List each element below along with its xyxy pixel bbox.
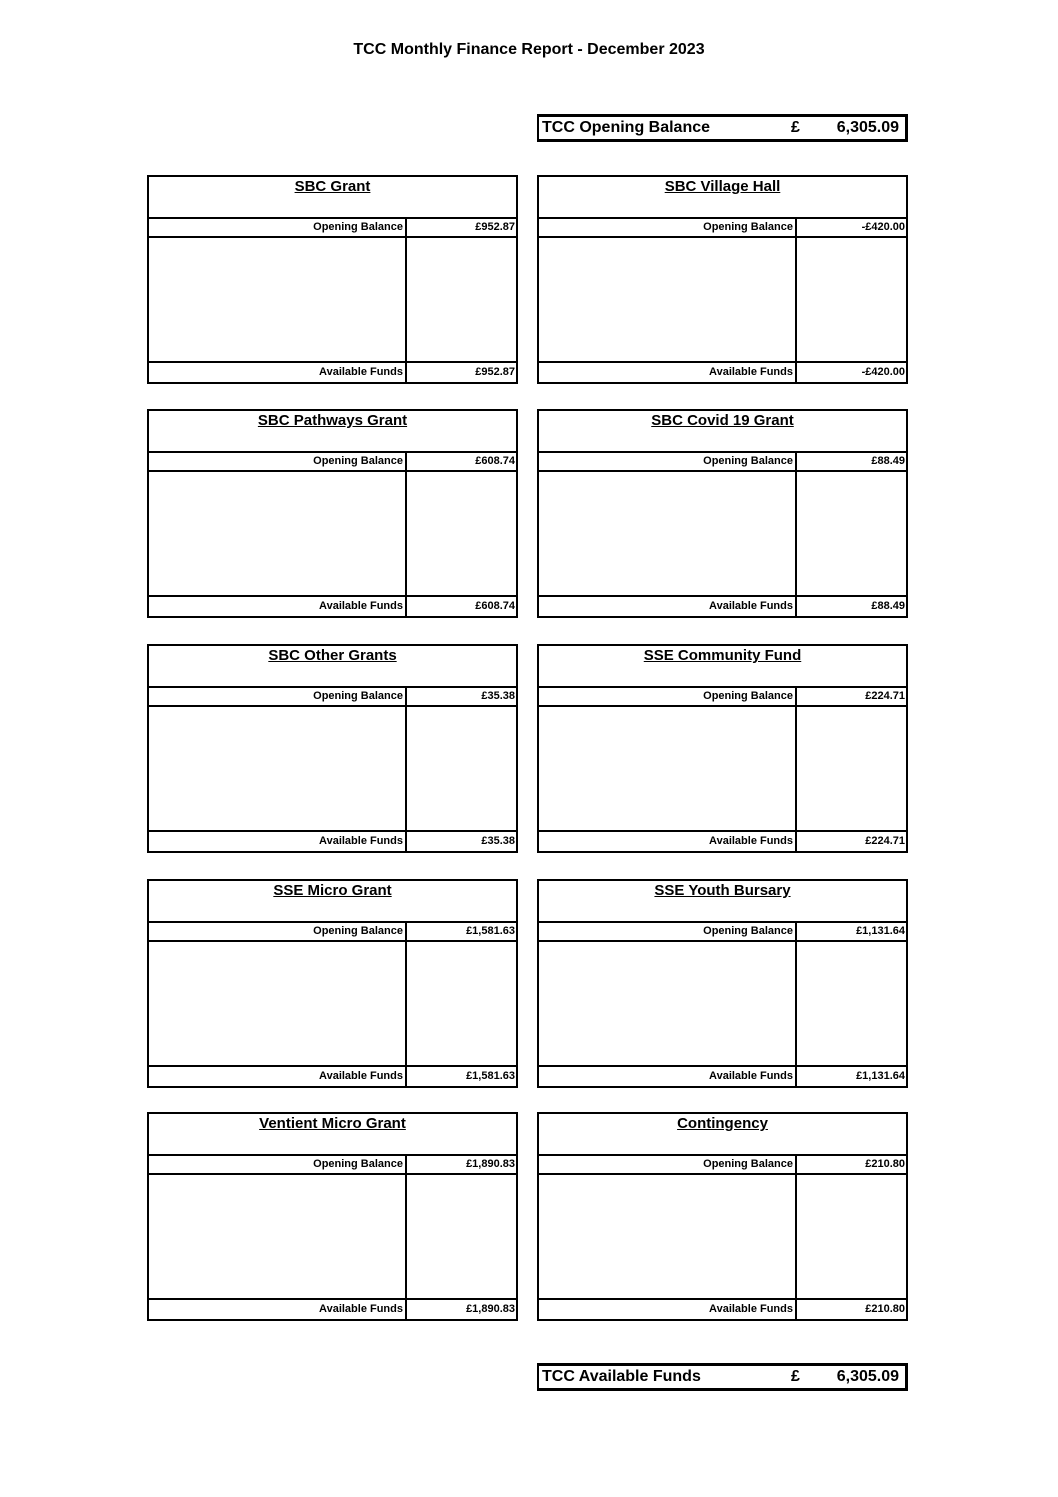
transaction-description-column xyxy=(149,707,407,830)
fund-title: SBC Grant xyxy=(149,177,516,219)
available-funds-row xyxy=(539,597,906,616)
fund-title: Ventient Micro Grant xyxy=(149,1114,516,1156)
available-funds-row xyxy=(539,1067,906,1086)
available-funds-label: Available Funds xyxy=(539,597,797,616)
fund-box xyxy=(537,1112,908,1321)
available-funds-summary xyxy=(537,1363,908,1391)
opening-balance-label: Opening Balance xyxy=(539,219,797,236)
opening-balance-row xyxy=(149,1156,516,1175)
opening-balance-value: £224.71 xyxy=(865,690,905,702)
fund-title: SSE Community Fund xyxy=(539,646,906,688)
transactions-area xyxy=(539,942,906,1067)
transactions-area xyxy=(539,472,906,597)
opening-balance-label: Opening Balance xyxy=(149,688,407,705)
opening-balance-value: £210.80 xyxy=(865,1158,905,1170)
available-funds-value: £608.74 xyxy=(475,600,515,612)
transactions-area xyxy=(149,1175,516,1300)
opening-balance-row xyxy=(149,688,516,707)
available-funds-value: £1,131.64 xyxy=(856,1070,905,1082)
fund-box xyxy=(537,644,908,853)
available-funds-value: £952.87 xyxy=(475,366,515,378)
available-funds-value: £1,581.63 xyxy=(466,1070,515,1082)
available-funds-label: Available Funds xyxy=(149,597,407,616)
opening-balance-value: £35.38 xyxy=(481,690,515,702)
available-funds-label: Available Funds xyxy=(149,363,407,382)
available-funds-row xyxy=(539,1300,906,1319)
fund-box xyxy=(537,409,908,618)
opening-balance-summary xyxy=(537,114,908,142)
fund-title: SSE Micro Grant xyxy=(149,881,516,923)
opening-balance-label: TCC Opening Balance xyxy=(542,119,711,136)
available-funds-value: £1,890.83 xyxy=(466,1303,515,1315)
fund-box xyxy=(147,879,518,1088)
opening-balance-label: Opening Balance xyxy=(539,688,797,705)
transactions-area xyxy=(149,707,516,832)
opening-balance-value: £952.87 xyxy=(475,221,515,233)
fund-title: SSE Youth Bursary xyxy=(539,881,906,923)
transactions-area xyxy=(149,238,516,363)
available-funds-currency: £ xyxy=(791,1368,800,1385)
transaction-description-column xyxy=(149,238,407,361)
opening-balance-row xyxy=(539,453,906,472)
fund-title: Contingency xyxy=(539,1114,906,1156)
opening-balance-value: £608.74 xyxy=(475,455,515,467)
opening-balance-label: Opening Balance xyxy=(539,923,797,940)
transactions-area xyxy=(149,942,516,1067)
transactions-area xyxy=(539,1175,906,1300)
opening-balance-row xyxy=(149,219,516,238)
available-funds-label: Available Funds xyxy=(149,1067,407,1086)
transaction-description-column xyxy=(539,1175,797,1298)
fund-box xyxy=(537,879,908,1088)
transactions-area xyxy=(539,707,906,832)
fund-title: SBC Village Hall xyxy=(539,177,906,219)
available-funds-value: £88.49 xyxy=(871,600,905,612)
available-funds-row xyxy=(149,1300,516,1319)
transaction-description-column xyxy=(539,472,797,595)
opening-balance-value: 6,305.09 xyxy=(836,119,899,136)
transaction-description-column xyxy=(149,942,407,1065)
transaction-description-column xyxy=(149,1175,407,1298)
transaction-description-column xyxy=(539,942,797,1065)
opening-balance-label: Opening Balance xyxy=(539,1156,797,1173)
opening-balance-row xyxy=(539,219,906,238)
transactions-area xyxy=(149,472,516,597)
available-funds-row xyxy=(149,597,516,616)
opening-balance-currency: £ xyxy=(791,119,800,136)
opening-balance-label: Opening Balance xyxy=(149,1156,407,1173)
opening-balance-row xyxy=(539,923,906,942)
fund-box xyxy=(537,175,908,384)
fund-title: SBC Other Grants xyxy=(149,646,516,688)
available-funds-label: TCC Available Funds xyxy=(542,1368,701,1385)
fund-box xyxy=(147,1112,518,1321)
opening-balance-value: £1,890.83 xyxy=(466,1158,515,1170)
opening-balance-label: Opening Balance xyxy=(539,453,797,470)
fund-title: SBC Covid 19 Grant xyxy=(539,411,906,453)
available-funds-row xyxy=(149,363,516,382)
available-funds-value: £35.38 xyxy=(481,835,515,847)
opening-balance-row xyxy=(539,1156,906,1175)
opening-balance-value: £1,581.63 xyxy=(466,925,515,937)
available-funds-row xyxy=(149,832,516,851)
opening-balance-row xyxy=(539,688,906,707)
fund-title: SBC Pathways Grant xyxy=(149,411,516,453)
available-funds-value: £224.71 xyxy=(865,835,905,847)
opening-balance-label: Opening Balance xyxy=(149,453,407,470)
fund-box xyxy=(147,409,518,618)
transaction-description-column xyxy=(149,472,407,595)
available-funds-row xyxy=(539,832,906,851)
available-funds-row xyxy=(149,1067,516,1086)
available-funds-label: Available Funds xyxy=(539,1300,797,1319)
available-funds-label: Available Funds xyxy=(539,1067,797,1086)
opening-balance-row xyxy=(149,453,516,472)
available-funds-label: Available Funds xyxy=(539,832,797,851)
opening-balance-row xyxy=(149,923,516,942)
opening-balance-value: £1,131.64 xyxy=(856,925,905,937)
transaction-description-column xyxy=(539,707,797,830)
transaction-description-column xyxy=(539,238,797,361)
opening-balance-label: Opening Balance xyxy=(149,923,407,940)
available-funds-value: £210.80 xyxy=(865,1303,905,1315)
available-funds-value: -£420.00 xyxy=(861,366,905,378)
available-funds-row xyxy=(539,363,906,382)
opening-balance-value: £88.49 xyxy=(871,455,905,467)
available-funds-value: 6,305.09 xyxy=(836,1368,899,1385)
opening-balance-label: Opening Balance xyxy=(149,219,407,236)
available-funds-label: Available Funds xyxy=(539,363,797,382)
opening-balance-value: -£420.00 xyxy=(861,221,905,233)
report-title: TCC Monthly Finance Report - December 2023 xyxy=(353,41,705,58)
available-funds-label: Available Funds xyxy=(149,1300,407,1319)
transactions-area xyxy=(539,238,906,363)
fund-box xyxy=(147,175,518,384)
fund-box xyxy=(147,644,518,853)
available-funds-label: Available Funds xyxy=(149,832,407,851)
